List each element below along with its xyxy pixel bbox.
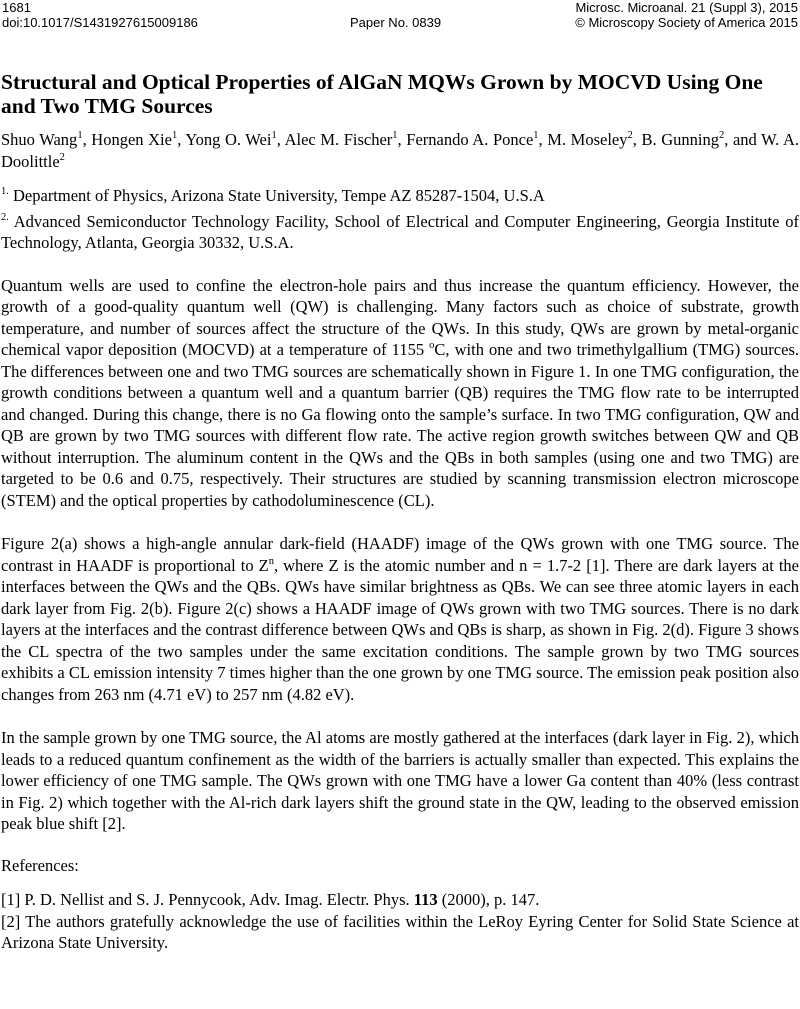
author-affiliation-mark: 1: [171, 130, 178, 141]
author: Fernando A. Ponce: [406, 130, 534, 149]
reference-text: (2000), p. 147.: [437, 890, 540, 909]
author: Alec M. Fischer: [284, 130, 393, 149]
affiliation-2: [1, 211, 799, 254]
author: Yong O. Wei: [185, 130, 272, 149]
paragraph-3: In the sample grown by one TMG source, the Al atoms are mostly gathered at the interfaces (dark layer in Fig. 2), which leads to a reduced quantum confinement as the width of the barriers is actually smaller than expected. This explains the lower efficiency of one TMG sample. The QWs grown with one TMG have a lower Ga content than 40% (less contrast in Fig. 2) which together with the Al-rich dark layers shift the ground state in the QW, leading to the observed emission peak blue shift [2].: [1, 728, 799, 833]
copyright: © Microscopy Society of America 2015: [575, 15, 798, 30]
author-affiliation-mark: 2: [627, 130, 633, 141]
author-separator: ,: [397, 130, 407, 149]
affiliation-mark: 1.: [1, 186, 9, 197]
affiliation-mark: 2.: [1, 211, 9, 223]
author-affiliation-mark: 1: [533, 130, 539, 141]
paragraph-text: C, with one and two trimethylgallium (TMG) sources. The differences between one and two TMG sources are schematically shown in Figure 1. In one TMG configuration, the growth conditions between a quantum well and a quantum barrier (QB) requires the TMG flow rate to be interrupted and changed. During this change, there is no Ga flowing onto the sample’s surface. In two TMG configuration, QW and QB are grown by two TMG sources with different flow rate. The active region growth switches between QW and QB without interruption. The aluminum content in the QWs and the QBs in both samples (using one and two TMG) are targeted to be 0.6 and 0.75, respectively. Their structures are studied by scanning transmission electron microscope (STEM) and the optical properties by cathodoluminescence (CL).: [1, 340, 799, 510]
author: M. Moseley: [547, 130, 628, 149]
author-affiliation-mark: 2: [59, 151, 65, 163]
author-separator: ,: [276, 130, 285, 149]
author: B. Gunning: [641, 130, 719, 149]
reference-volume: 113: [413, 890, 438, 909]
page-number: 1681: [2, 0, 31, 15]
degree-superscript: o: [429, 340, 435, 351]
author: Shuo Wang: [1, 130, 78, 149]
paragraph-text: Quantum wells are used to confine the electron-hole pairs and thus increase the quantum efficiency. However, the growth of a good-quality quantum well (QW) is challenging. Many factors such as choice of substrate, growth temperature, and number of sources affect the structure of the QWs. In this study, QWs are grown by metal-organic chemical vapor deposition (MOCVD) at a temperature of 1155: [1, 275, 799, 359]
paper-title: Structural and Optical Properties of AlGaN MQWs Grown by MOCVD Using One and Two TMG Sources: [1, 70, 763, 118]
paragraph-1: [1, 275, 799, 512]
author-affiliation-mark: 1: [271, 130, 277, 141]
paper-number: Paper No. 0839: [350, 15, 442, 30]
author-affiliation-mark: 1: [392, 130, 398, 141]
paragraph-text: , where Z is the atomic number and n = 1.7-2 [1]. There are dark layers at the interfaces between the QWs and the QBs. QWs have similar brightness as QBs. We can see three atomic layers in each dark layer from Fig. 2(b). Figure 2(c) shows a HAADF image of QWs grown with two TMG sources. There is no dark layers at the interfaces and the contrast difference between QWs and QBs is sharp, as shown in Fig. 2(d). Figure 3 shows the CL spectra of the two samples under the same excitation conditions. The sample grown by two TMG sources exhibits a CL emission intensity 7 times higher than the one grown by one TMG source. The emission peak position also changes from 263 nm (4.71 eV) to 257 nm (4.82 eV).: [1, 555, 800, 704]
author-separator: ,: [538, 130, 548, 149]
author-separator: , and: [724, 130, 762, 149]
author: W. A. Doolittle: [1, 130, 799, 171]
affiliation-text: Advanced Semiconductor Technology Facility, School of Electrical and Computer Engineering, Georgia Institute of Technology, Atlanta, Georgia 30332, U.S.A.: [1, 211, 799, 252]
reference-text: [1] P. D. Nellist and S. J. Pennycook, Adv. Imag. Electr. Phys.: [1, 890, 414, 909]
affiliation-text: Department of Physics, Arizona State University, Tempe AZ 85287-1504, U.S.A: [13, 186, 545, 205]
reference-1: [1, 889, 799, 911]
author-separator: ,: [82, 130, 92, 149]
doi: doi:10.1017/S1431927615009186: [2, 15, 198, 30]
author: Hongen Xie: [91, 130, 172, 149]
paper-body: [1, 70, 799, 954]
affiliation-1: [1, 185, 799, 207]
paragraph-text: Figure 2(a) shows a high-angle annular dark-field (HAADF) image of the QWs grown with one TMG source. The contrast in HAADF is proportional to Z: [1, 534, 799, 575]
author-list: [1, 129, 799, 172]
exponent-superscript: n: [268, 555, 274, 567]
author-separator: ,: [177, 130, 186, 149]
paragraph-2: [1, 533, 799, 705]
author-separator: ,: [632, 130, 642, 149]
author-affiliation-mark: 1: [77, 130, 83, 141]
references-heading: References:: [1, 855, 79, 875]
reference-2: [2] The authors gratefully acknowledge the use of facilities within the LeRoy Eyring Center for Solid State Science at Arizona State University.: [1, 911, 799, 952]
author-affiliation-mark: 2: [718, 130, 725, 141]
journal-citation: Microsc. Microanal. 21 (Suppl 3), 2015: [575, 0, 798, 15]
